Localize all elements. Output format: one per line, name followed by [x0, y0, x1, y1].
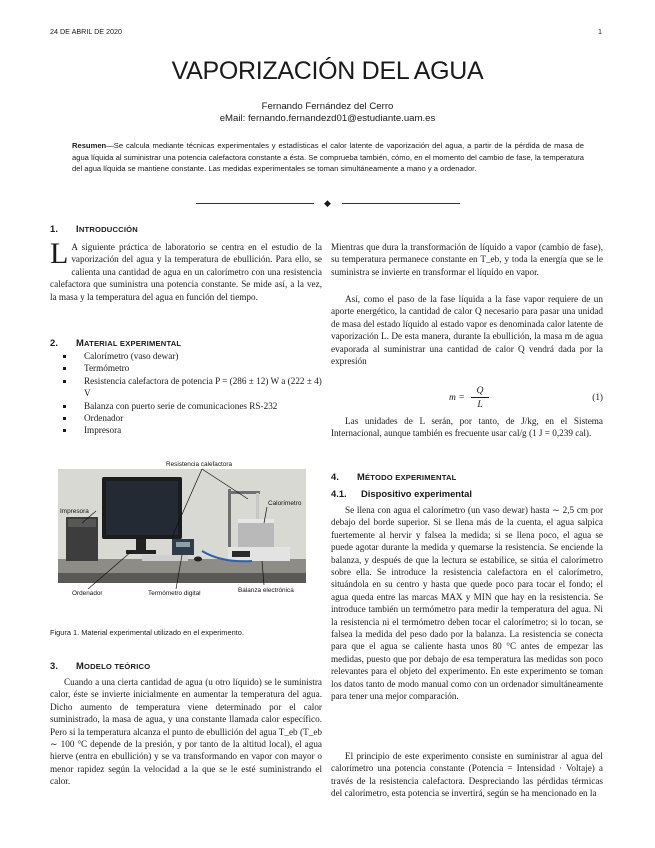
list-item: Impresora	[50, 424, 322, 436]
figure-caption: Figura 1. Material experimental utilizado en el experimento.	[50, 628, 244, 637]
right-paragraph-3: Las unidades de L serán, por tanto, de J/kg, en el Sistema Internacional, aunque también es frecuente usar cal/g (1 J = 0,239 cal).	[331, 416, 603, 439]
label-resistencia: Resistencia calefactora	[166, 461, 233, 468]
header-page-number: 1	[598, 27, 602, 36]
right-paragraph-2: Así, como el paso de la fase líquida a la fase vapor requiere de un aporte energético, la cantidad de calor Q necesario para pasar una unidad de masa del estado líquido al estado vapor es denominada calor latente de vaporización L. De esta manera, durante la ebullición, la masa m de agua evaporada al suministrar una cantidad de calor Q vendrá dada por la expresión	[331, 294, 603, 367]
materials-list	[50, 350, 322, 437]
subsection-heading-dispositivo: 4.1. Dispositivo experimental	[331, 488, 472, 499]
equation-fraction	[471, 385, 489, 410]
abstract-label: Resumen	[72, 141, 107, 150]
equation-number: (1)	[592, 392, 603, 402]
list-item: Ordenador	[50, 412, 322, 424]
author-email: eMail: fernando.fernandezd01@estudiante.uam.es	[219, 113, 436, 124]
abstract	[72, 140, 584, 175]
abstract-text: —Se calcula mediante técnicas experimentales y estadísticas el calor latente de vaporización del agua, a partir de la pérdida de masa de agua líquida al suministrar una potencia calefactora constante a ésta. Se comprueba también, cómo, en el momento del cambio de fase, la temperatura del agua líquida se mantiene constante. Las medidas experimentales se toman simultáneamente a mano y a ordenador.	[72, 141, 584, 173]
separator: ◆	[196, 199, 460, 207]
right-paragraph-5: El principio de este experimento consiste en suministrar al agua del calorímetro una potencia constante (Potencia = Intensidad · Voltaje) a través de la resistencia calefactora. Despreciando las pérdidas térmicas del calorímetro, esta potencia se invertirá, según se ha mencionado en la	[331, 751, 603, 799]
paper-title: VAPORIZACIÓN DEL AGUA	[171, 57, 484, 85]
calorimeter-shape	[238, 519, 274, 549]
right-paragraph-4: Se llena con agua el calorímetro (un vaso dewar) hasta ∼ 2,5 cm por debajo del borde superior. Si se llena más de la cuenta, el agua salpica fuertemente al hervir y falsea la medida; si se llena poco, el agua se puede agotar durante la medida y quemarse la resistencia. Se enciende la balanza, y después de que la lectura se estabilice, se sitúa el calorímetro sobre ella. Se introduce la resistencia calefactora en el calorímetro, situándola en su centro y hasta que quede poco para tocar el fondo; el agua queda entre las marcas MAX y MIN que hay en la resistencia. Se introduce también un termómetro para medir la temperatura del agua. Ni la resistencia ni el termómetro deben tocar el calorímetro; si lo tocan, se falsea la medida del peso dado por la balanza. La resistencia se conecta para que el agua se caliente hasta unos 80 °C antes de empezar las medidas, puesto que por debajo de esa temperatura las medidas son poco relevantes para el objeto del experimento. En este experimento se toman los datos tanto de modo manual como con un ordenador simultáneamente para tener una mejor comparación.	[331, 505, 603, 702]
label-balanza: Balanza electrónica	[238, 587, 294, 594]
list-item: Calorímetro (vaso dewar)	[50, 350, 322, 362]
equation-lhs: m =	[449, 392, 465, 403]
label-calorimetro: Calorímetro	[268, 500, 302, 507]
intro-paragraph: L A siguiente práctica de laboratorio se centra en el estudio de la vaporización del agua y la temperatura de ebullición. Para ello, se calienta una cantidad de agua en un calorímetro con una resistencia calefactora que suministra una potencia constante. Se mide así, a la vez, la masa y la temperatura del agua en función del tiempo.	[50, 237, 322, 302]
section-heading-material: 2. MATERIAL EXPERIMENTAL	[50, 337, 182, 348]
dropcap: L	[50, 237, 69, 270]
equation-1	[331, 385, 603, 411]
equation-numerator: Q	[476, 385, 484, 396]
label-termometro: Termómetro digital	[148, 590, 201, 597]
list-item: Termómetro	[50, 362, 322, 374]
equation-denominator: L	[477, 399, 483, 410]
experiment-photo	[52, 455, 308, 602]
section-heading-metodo: 4. MÉTODO EXPERIMENTAL	[331, 471, 457, 482]
author-name: Fernando Fernández del Cerro	[261, 101, 394, 112]
right-paragraph-1: Mientras que dura la transformación de líquido a vapor (cambio de fase), su temperatura permanece constante en T_eb, y toda la energía que se le suministra se invierte en transformar el líquido en vapor.	[331, 242, 603, 277]
modelo-paragraph: Cuando a una cierta cantidad de agua (u otro líquido) se le suministra calor, éste se invierte inicialmente en aumentar la temperatura del agua. Dicho aumento de temperatura viene determinado por el calor suministrado, la masa de agua, y una constante llamada calor específico. Pero si la temperatura alcanza el punto de ebullición del agua T_eb (T_eb ∼ 100 °C depende de la presión, y por tanto de la altitud local), el agua hierve (entra en ebullición) y se va transformando en vapor con mayor o menor rapidez según la velocidad a la que se le esté suministrando el calor.	[50, 677, 322, 787]
label-ordenador: Ordenador	[72, 590, 103, 597]
section-heading-modelo: 3. MODELO TEÓRICO	[50, 660, 151, 671]
header-date: 24 DE ABRIL DE 2020	[50, 27, 123, 36]
list-item: Balanza con puerto serie de comunicaciones RS-232	[50, 400, 322, 412]
section-heading-introduccion: 1. INTRODUCCIÓN	[50, 223, 138, 234]
label-impresora: Impresora	[60, 508, 89, 515]
list-item: Resistencia calefactora de potencia P = (286 ± 12) W a (222 ± 4) V	[50, 375, 322, 400]
